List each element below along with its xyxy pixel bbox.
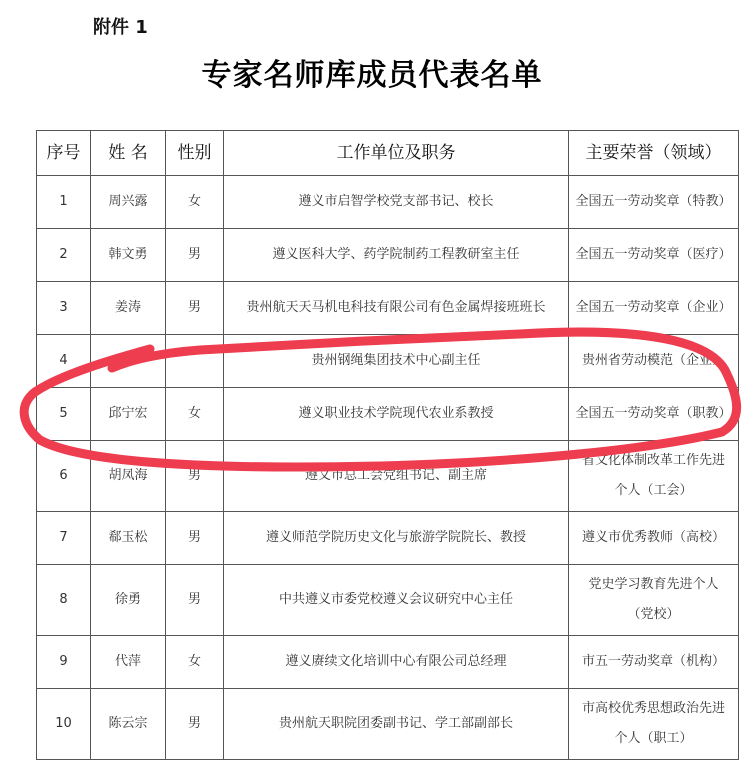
cell-honor — [569, 689, 739, 760]
document-title: 专家名师库成员代表名单 — [201, 58, 543, 93]
cell-honor — [569, 441, 739, 512]
cell-unit: 中共遵义市委党校遵义会议研究中心主任 — [224, 565, 569, 636]
honor-line: 遵义市优秀教师（高校） — [581, 530, 725, 545]
cell-name: 陈云宗 — [91, 689, 166, 760]
cell-honor — [569, 512, 739, 565]
cell-gender: 男 — [166, 282, 224, 335]
cell-unit: 遵义师范学院历史文化与旅游学院院长、教授 — [224, 512, 569, 565]
table-row — [37, 229, 739, 282]
honor-line: 省文化体制改革工作先进 — [581, 453, 725, 468]
cell-no: 5 — [37, 388, 91, 441]
cell-unit: 贵州航天天马机电科技有限公司有色金属焊接班班长 — [224, 282, 569, 335]
header-name: 姓 名 — [91, 131, 166, 176]
honor-line: 全国五一劳动奖章（企业） — [575, 300, 732, 315]
cell-name: 徐勇 — [91, 565, 166, 636]
honor-line: （党校） — [627, 607, 680, 622]
cell-no: 9 — [37, 636, 91, 689]
cell-gender: 男 — [166, 565, 224, 636]
honor-line: 全国五一劳动奖章（特教） — [575, 194, 732, 209]
cell-no: 10 — [37, 689, 91, 760]
cell-unit: 遵义赓续文化培训中心有限公司总经理 — [224, 636, 569, 689]
cell-no: 2 — [37, 229, 91, 282]
cell-no: 3 — [37, 282, 91, 335]
cell-name — [91, 335, 166, 388]
header-honor: 主要荣誉（领域） — [569, 131, 739, 176]
cell-honor — [569, 335, 739, 388]
cell-unit: 遵义市启智学校党支部书记、校长 — [224, 176, 569, 229]
honor-line: 全国五一劳动奖章（医疗） — [575, 247, 732, 262]
honor-line: 个人（职工） — [614, 731, 693, 746]
cell-name: 郗玉松 — [91, 512, 166, 565]
table-row — [37, 335, 739, 388]
cell-gender: 男 — [166, 441, 224, 512]
honor-line: 党史学习教育先进个人 — [588, 577, 719, 592]
honor-line: 个人（工会） — [614, 483, 693, 498]
cell-name: 姜涛 — [91, 282, 166, 335]
cell-no: 1 — [37, 176, 91, 229]
cell-name: 周兴露 — [91, 176, 166, 229]
header-no: 序号 — [37, 131, 91, 176]
honor-line: 贵州省劳动模范（企业） — [581, 353, 725, 368]
cell-name: 代萍 — [91, 636, 166, 689]
cell-honor — [569, 176, 739, 229]
table-row — [37, 636, 739, 689]
cell-no: 8 — [37, 565, 91, 636]
cell-gender: 男 — [166, 229, 224, 282]
cell-no: 4 — [37, 335, 91, 388]
attachment-label: 附件 1 — [93, 17, 148, 38]
cell-unit: 贵州钢绳集团技术中心副主任 — [224, 335, 569, 388]
cell-unit: 遵义市总工会党组书记、副主席 — [224, 441, 569, 512]
cell-unit: 贵州航天职院团委副书记、学工部副部长 — [224, 689, 569, 760]
cell-name: 胡凤海 — [91, 441, 166, 512]
cell-gender: 女 — [166, 636, 224, 689]
table-row — [37, 441, 739, 512]
cell-gender: 男 — [166, 689, 224, 760]
cell-honor — [569, 565, 739, 636]
cell-unit: 遵义职业技术学院现代农业系教授 — [224, 388, 569, 441]
table-row — [37, 689, 739, 760]
honor-line: 市高校优秀思想政治先进 — [581, 701, 725, 716]
cell-gender — [166, 335, 224, 388]
cell-honor — [569, 229, 739, 282]
cell-honor — [569, 388, 739, 441]
table-row — [37, 282, 739, 335]
table-row — [37, 388, 739, 441]
honor-line: 全国五一劳动奖章（职教） — [575, 406, 732, 421]
header-unit: 工作单位及职务 — [224, 131, 569, 176]
cell-honor — [569, 282, 739, 335]
cell-no: 7 — [37, 512, 91, 565]
cell-no: 6 — [37, 441, 91, 512]
table-row — [37, 512, 739, 565]
cell-gender: 女 — [166, 388, 224, 441]
cell-gender: 女 — [166, 176, 224, 229]
cell-name: 邱宁宏 — [91, 388, 166, 441]
member-table — [36, 130, 739, 760]
header-gender: 性别 — [166, 131, 224, 176]
table-row — [37, 565, 739, 636]
cell-gender: 男 — [166, 512, 224, 565]
table-row — [37, 176, 739, 229]
cell-honor — [569, 636, 739, 689]
cell-unit: 遵义医科大学、药学院制药工程教研室主任 — [224, 229, 569, 282]
honor-line: 市五一劳动奖章（机构） — [581, 654, 725, 669]
cell-name: 韩文勇 — [91, 229, 166, 282]
table-header-row — [37, 131, 739, 176]
